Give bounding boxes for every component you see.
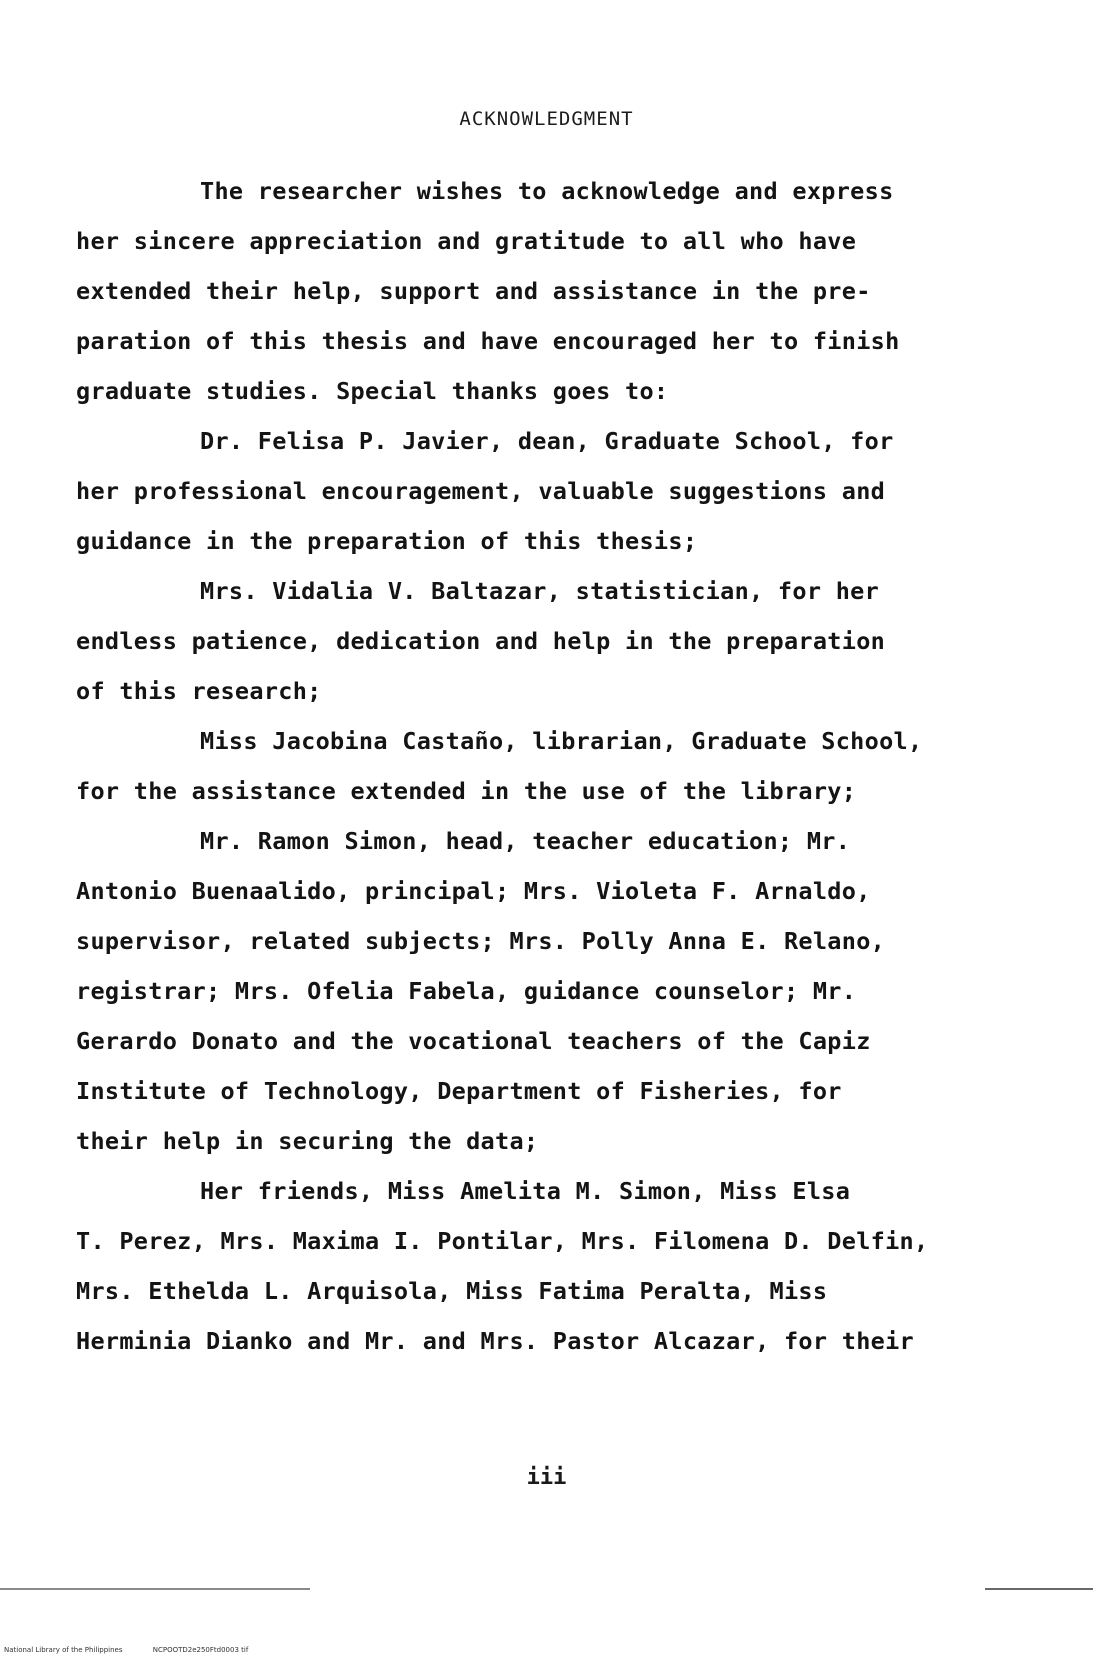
text-line: Mr. Ramon Simon, head, teacher education; Mr. [200, 827, 851, 855]
text-line: guidance in the preparation of this thesis; [76, 527, 698, 555]
text-line: graduate studies. Special thanks goes to: [76, 377, 669, 405]
text-line: of this research; [76, 677, 322, 705]
text-line: Antonio Buenaalido, principal; Mrs. Violeta F. Arnaldo, [76, 877, 871, 905]
text-line: Herminia Dianko and Mr. and Mrs. Pastor Alcazar, for their [76, 1327, 914, 1355]
page-number: iii [526, 1465, 567, 1490]
text-line: Mrs. Ethelda L. Arquisola, Miss Fatima Peralta, Miss [76, 1277, 828, 1305]
text-line: Gerardo Donato and the vocational teachers of the Capiz [76, 1027, 871, 1055]
text-line: paration of this thesis and have encouraged her to finish [76, 327, 900, 355]
text-line: Miss Jacobina Castaño, librarian, Graduate School, [200, 727, 923, 755]
text-line: their help in securing the data; [76, 1127, 539, 1155]
text-line: Her friends, Miss Amelita M. Simon, Miss Elsa [200, 1177, 851, 1205]
text-line: registrar; Mrs. Ofelia Fabela, guidance counselor; Mr. [76, 977, 857, 1005]
text-line: endless patience, dedication and help in the preparation [76, 627, 886, 655]
text-line: Mrs. Vidalia V. Baltazar, statistician, for her [200, 577, 880, 605]
text-line: T. Perez, Mrs. Maxima I. Pontilar, Mrs. Filomena D. Delfin, [76, 1227, 929, 1255]
text-line: supervisor, related subjects; Mrs. Polly Anna E. Relano, [76, 927, 886, 955]
text-line: for the assistance extended in the use of the library; [76, 777, 857, 805]
text-line: her professional encouragement, valuable suggestions and [76, 477, 886, 505]
scan-edge-left [0, 1588, 310, 1590]
text-line: The researcher wishes to acknowledge and express [200, 177, 894, 205]
page-title: ACKNOWLEDGMENT [459, 108, 634, 130]
text-line: extended their help, support and assistance in the pre- [76, 277, 871, 305]
footer-file-code: NCPOOTD2e250Ftd0003 tif [152, 1646, 249, 1654]
text-line: Dr. Felisa P. Javier, dean, Graduate School, for [200, 427, 894, 455]
text-line: her sincere appreciation and gratitude to all who have [76, 227, 857, 255]
scan-footer [0, 1646, 1093, 1654]
text-line: Institute of Technology, Department of Fisheries, for [76, 1077, 842, 1105]
scan-edge-right [985, 1588, 1093, 1590]
footer-library: National Library of the Philippines [4, 1646, 123, 1654]
